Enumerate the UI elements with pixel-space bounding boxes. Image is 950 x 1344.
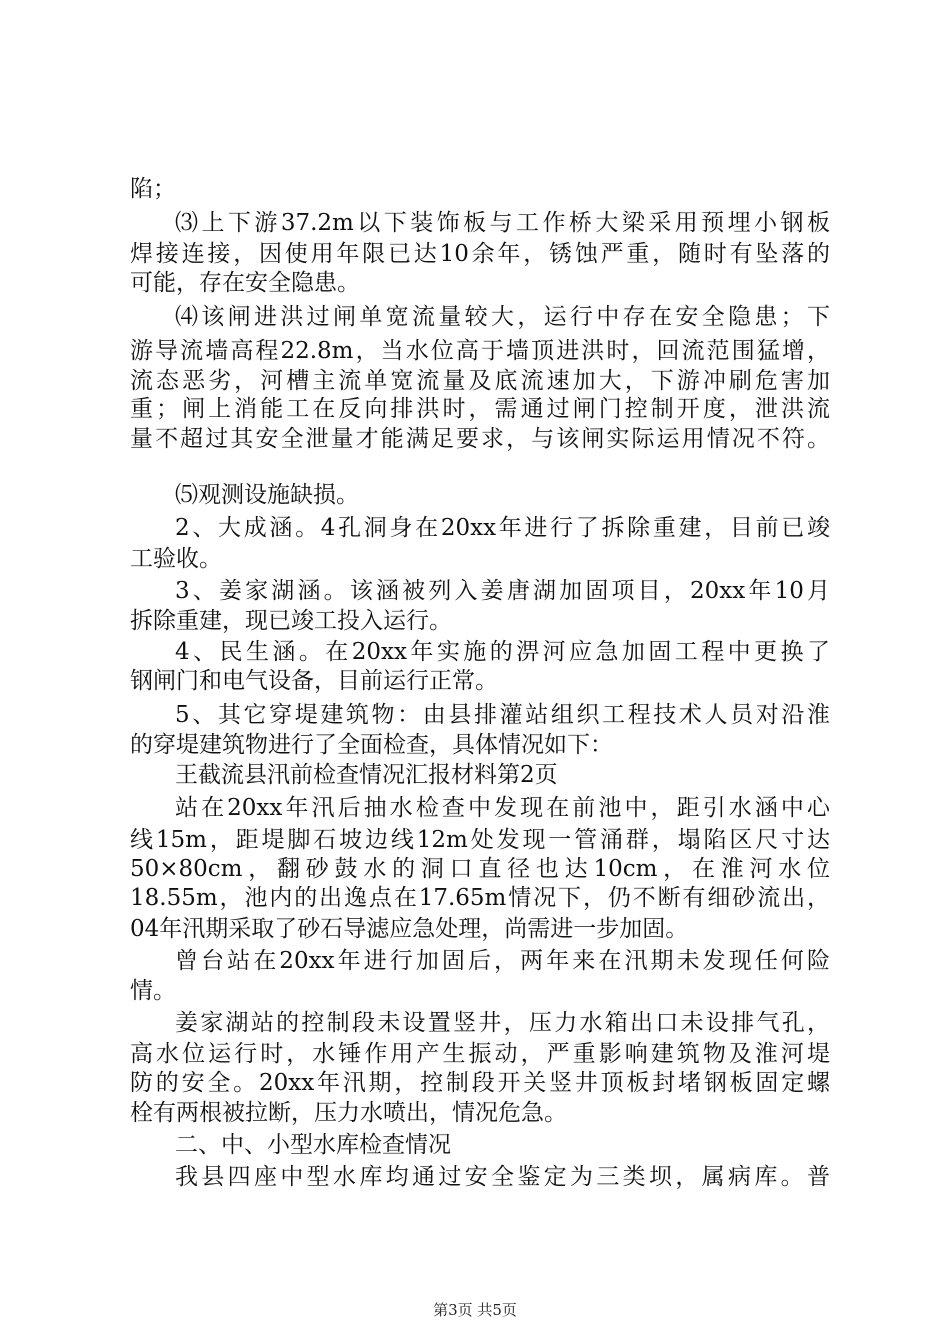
- text-line: 站在20xx年汛后抽水检查中发现在前池中，距引水涵中心: [175, 795, 830, 821]
- text-line: 防的安全。20xx年汛期，控制段开关竖井顶板封堵钢板固定螺: [130, 1070, 830, 1096]
- text-line: 姜家湖站的控制段未设置竖井，压力水箱出口未设排气孔，: [175, 1010, 830, 1036]
- text-line: 5、其它穿堤建筑物：由县排灌站组织工程技术人员对沿淮: [175, 702, 830, 728]
- text-line: 的穿堤建筑物进行了全面检查，具体情况如下：: [130, 732, 613, 758]
- text-line: 拆除重建，现已竣工投入运行。: [130, 608, 452, 634]
- text-line: 重；闸上消能工在反向排洪时，需通过闸门控制开度，泄洪流: [130, 396, 830, 422]
- text-line: ⑸观测设施缺损。: [175, 482, 359, 508]
- text-line: 4、民生涵。在20xx年实施的淠河应急加固工程中更换了: [175, 639, 830, 665]
- text-line: 工验收。: [130, 546, 222, 572]
- text-line: 我县四座中型水库均通过安全鉴定为三类坝，属病库。普: [175, 1164, 830, 1190]
- text-line: 可能，存在安全隐患。: [130, 270, 360, 296]
- text-line: 王截流县汛前检查情况汇报材料第2页: [175, 762, 558, 788]
- text-line: 量不超过其安全泄量才能满足要求，与该闸实际运用情况不符。: [130, 426, 830, 452]
- text-line: 游导流墙高程22.8m，当水位高于墙顶进洪时，回流范围猛增，: [130, 338, 830, 364]
- text-line: 钢闸门和电气设备，目前运行正常。: [130, 668, 498, 694]
- text-line: 栓有两根被拉断，压力水喷出，情况危急。: [130, 1100, 567, 1126]
- text-line: 04年汛期采取了砂石导滤应急处理，尚需进一步加固。: [130, 916, 689, 942]
- text-line: 曾台站在20xx年进行加固后，两年来在汛期未发现任何险: [175, 948, 830, 974]
- text-line: 高水位运行时，水锤作用产生振动，严重影响建筑物及淮河堤: [130, 1041, 830, 1067]
- text-line: 流态恶劣，河槽主流单宽流量及底流速加大，下游冲刷危害加: [130, 368, 830, 394]
- text-line: ⑷该闸进洪过闸单宽流量较大，运行中存在安全隐患；下: [175, 304, 830, 330]
- text-line: 焊接连接，因使用年限已达10余年，锈蚀严重，随时有坠落的: [130, 241, 830, 267]
- text-line: 情。: [130, 978, 176, 1004]
- text-line: ⑶上下游37.2m以下装饰板与工作桥大梁采用预埋小钢板: [175, 210, 830, 236]
- text-line: 50×80cm，翻砂鼓水的洞口直径也达10cm，在淮河水位: [130, 856, 830, 882]
- text-line: 陷；: [130, 176, 176, 202]
- text-line: 2、大成涵。4孔洞身在20xx年进行了拆除重建，目前已竣: [175, 515, 830, 541]
- page-number-footer: 第3页 共5页: [433, 1301, 517, 1319]
- text-line: 3、姜家湖涵。该涵被列入姜唐湖加固项目，20xx年10月: [175, 578, 830, 604]
- text-line: 18.55m，池内的出逸点在17.65m情况下，仍不断有细砂流出，: [130, 885, 830, 911]
- text-line: 线15m，距堤脚石坡边线12m处发现一管涌群，塌陷区尺寸达: [130, 827, 830, 853]
- text-line: 二、中、小型水库检查情况: [175, 1132, 451, 1158]
